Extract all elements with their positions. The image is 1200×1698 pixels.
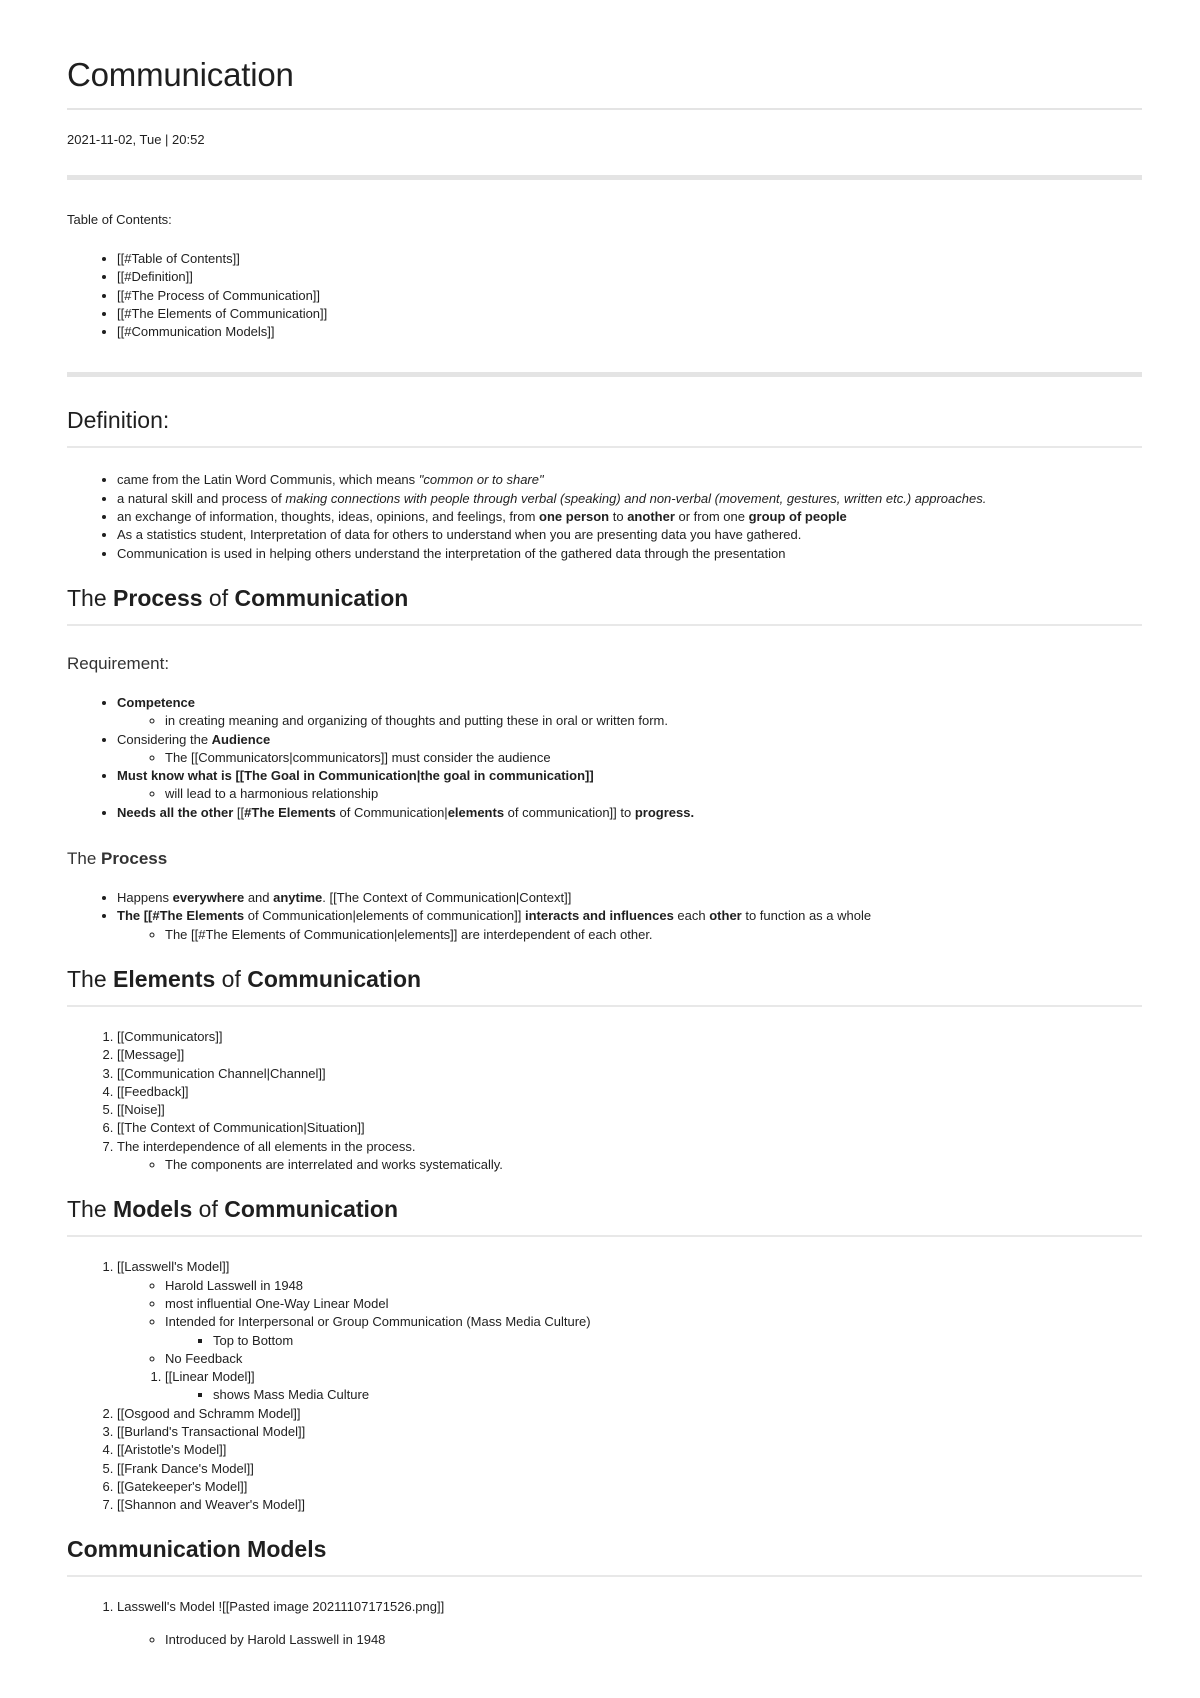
list-item: ◦ Harold Lasswell in 1948: [165, 1277, 1142, 1295]
list-item[interactable]: 1. [[Communicators]]: [117, 1028, 1142, 1046]
list-item[interactable]: 3. [[Burland's Transactional Model]]: [117, 1423, 1142, 1441]
list-item: • The [[#The Elements of Communication|elements of communication]] interacts and influences each other to function as a whole ◦ The [[#The Elements of Communication|elements]] are interdependent of each other.: [117, 907, 1142, 944]
list-item[interactable]: 4. [[Aristotle's Model]]: [117, 1441, 1142, 1459]
list-item: • Needs all the other [[#The Elements of Communication|elements of communication]] to progress.: [117, 804, 1142, 822]
list-item: • Happens everywhere and anytime. [[The Context of Communication|Context]]: [117, 889, 1142, 907]
list-item[interactable]: 7. [[Shannon and Weaver's Model]]: [117, 1496, 1142, 1514]
list-item: ◦ Intended for Interpersonal or Group Communication (Mass Media Culture) ▪ Top to Bottom: [165, 1313, 1142, 1350]
document-page: [67, 0, 1142, 1649]
list-item: ◦ The components are interrelated and works systematically.: [165, 1156, 1142, 1174]
toc-item[interactable]: • [[#Table of Contents]]: [117, 250, 1142, 268]
communication-models-heading: Communication Models: [67, 1536, 1142, 1577]
list-item: ▪ shows Mass Media Culture: [213, 1386, 1142, 1404]
list-item[interactable]: 1. [[Lasswell's Model]] ◦ Harold Lasswell in 1948 ◦ most influential One-Way Linear Model ◦ Intended for Interpersonal or Group Communication (Mass Media Culture) ▪ Top to Bottom ◦ No Feedback 1. [[Linear Model]] ▪ shows Mass Media Culture: [117, 1258, 1142, 1404]
elements-heading: The Elements of Communication: [67, 966, 1142, 1007]
toc-label: Table of Contents:: [67, 212, 172, 227]
list-item[interactable]: 2. [[Message]]: [117, 1046, 1142, 1064]
definition-list: [67, 471, 1142, 562]
process-list: [67, 889, 1142, 944]
communication-models-list: [67, 1598, 1142, 1649]
page-title: Communication: [67, 0, 1142, 110]
divider: [67, 372, 1142, 377]
requirement-list: [67, 694, 1142, 822]
process-heading: The Process of Communication: [67, 585, 1142, 626]
list-item[interactable]: 5. [[Noise]]: [117, 1101, 1142, 1119]
toc-item[interactable]: • [[#The Process of Communication]]: [117, 287, 1142, 305]
divider: [67, 175, 1142, 180]
list-item[interactable]: 6. [[The Context of Communication|Situation]]: [117, 1119, 1142, 1137]
list-item: • Considering the Audience ◦ The [[Communicators|communicators]] must consider the audience: [117, 731, 1142, 768]
definition-heading: Definition:: [67, 407, 1142, 448]
list-item: 7. The interdependence of all elements in the process. ◦ The components are interrelated and works systematically.: [117, 1138, 1142, 1175]
list-item: ▪ Top to Bottom: [213, 1332, 1142, 1350]
list-item[interactable]: 1. [[Linear Model]] ▪ shows Mass Media Culture: [165, 1368, 1142, 1405]
list-item[interactable]: 1. Lasswell's Model ![[Pasted image 20211107171526.png]] ◦ Introduced by Harold Lasswell in 1948: [117, 1598, 1142, 1649]
list-item: • came from the Latin Word Communis, which means "common or to share": [117, 471, 1142, 489]
requirement-heading: Requirement:: [67, 653, 170, 673]
date-line: 2021-11-02, Tue | 20:52: [67, 132, 205, 147]
list-item[interactable]: 3. [[Communication Channel|Channel]]: [117, 1065, 1142, 1083]
list-item: ◦ No Feedback: [165, 1350, 1142, 1368]
list-item[interactable]: 2. [[Osgood and Schramm Model]]: [117, 1405, 1142, 1423]
list-item[interactable]: 5. [[Frank Dance's Model]]: [117, 1460, 1142, 1478]
list-item: ◦ in creating meaning and organizing of thoughts and putting these in oral or written form.: [165, 712, 1142, 730]
list-item: ◦ will lead to a harmonious relationship: [165, 785, 1142, 803]
list-item[interactable]: 4. [[Feedback]]: [117, 1083, 1142, 1101]
list-item: ◦ most influential One-Way Linear Model: [165, 1295, 1142, 1313]
toc-item[interactable]: • [[#Definition]]: [117, 268, 1142, 286]
elements-list: [67, 1028, 1142, 1174]
toc-item[interactable]: • [[#The Elements of Communication]]: [117, 305, 1142, 323]
list-item: • As a statistics student, Interpretation of data for others to understand when you are presenting data you have gathered.: [117, 526, 1142, 544]
the-process-heading: The Process: [67, 849, 168, 869]
list-item: ◦ The [[#The Elements of Communication|elements]] are interdependent of each other.: [165, 926, 1142, 944]
toc-list: [67, 250, 1142, 341]
list-item: ◦ The [[Communicators|communicators]] must consider the audience: [165, 749, 1142, 767]
list-item: ◦ Introduced by Harold Lasswell in 1948: [165, 1631, 1142, 1649]
list-item: • a natural skill and process of making connections with people through verbal (speaking) and non-verbal (movement, gestures, written etc.) approaches.: [117, 490, 1142, 508]
list-item: • Must know what is [[The Goal in Communication|the goal in communication]] ◦ will lead to a harmonious relationship: [117, 767, 1142, 804]
models-heading: The Models of Communication: [67, 1196, 1142, 1237]
models-list: [67, 1258, 1142, 1514]
list-item: • Competence ◦ in creating meaning and organizing of thoughts and putting these in oral or written form.: [117, 694, 1142, 731]
list-item[interactable]: 6. [[Gatekeeper's Model]]: [117, 1478, 1142, 1496]
list-item: • an exchange of information, thoughts, ideas, opinions, and feelings, from one person to another or from one group of people: [117, 508, 1142, 526]
list-item: • Communication is used in helping others understand the interpretation of the gathered data through the presentation: [117, 545, 1142, 563]
toc-item[interactable]: • [[#Communication Models]]: [117, 323, 1142, 341]
